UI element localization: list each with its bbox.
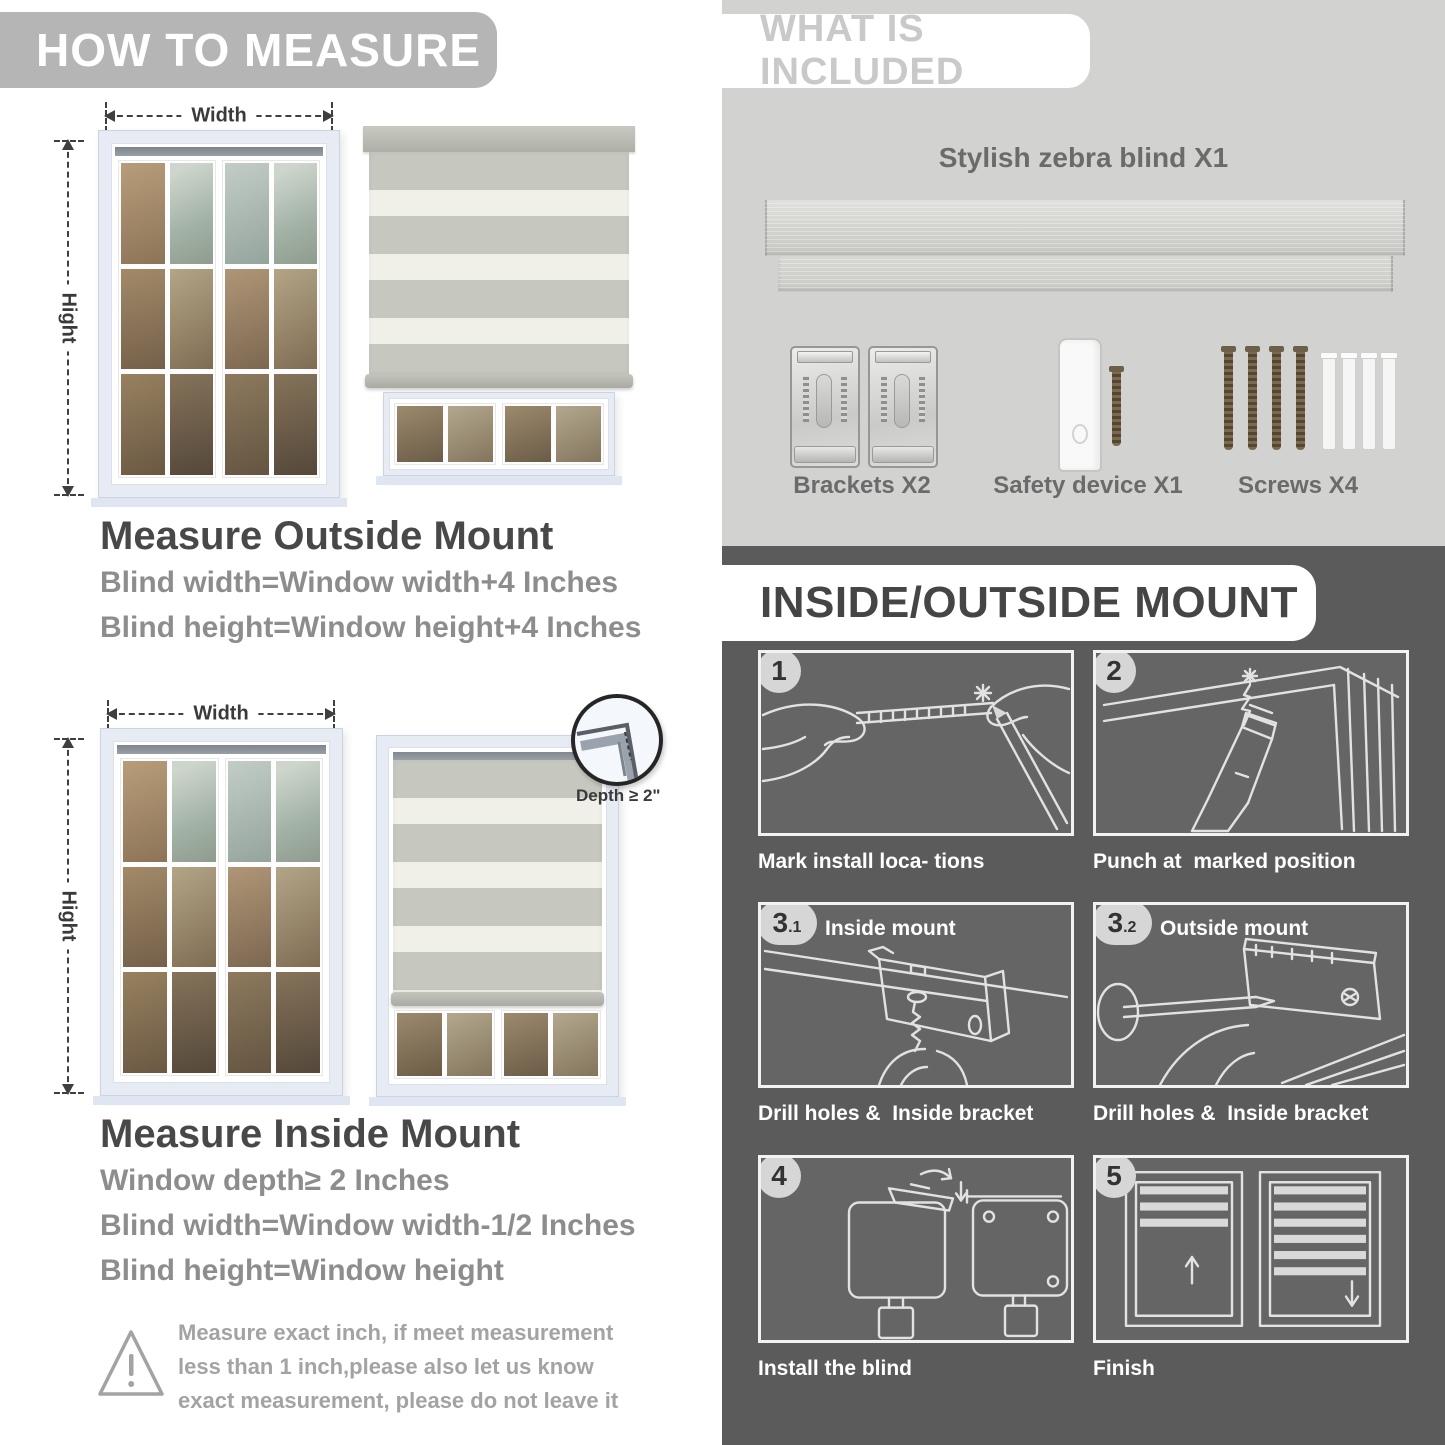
window-sash [502, 403, 604, 465]
window-glass [120, 758, 323, 1076]
product-label: Stylish zebra blind X1 [938, 142, 1229, 173]
blind-headrail [363, 126, 635, 152]
height-dimension-arrow [58, 738, 78, 1094]
blind-bottom-rail [391, 992, 604, 1006]
bracket-icon [790, 346, 860, 468]
window-sash [120, 758, 219, 1076]
screws-label: Screws X4 [1237, 472, 1359, 499]
window-under-blind [383, 392, 615, 476]
wall-anchor-icon [1382, 356, 1396, 450]
height-dimension-arrow [58, 140, 78, 496]
step-number-badge: 4 [758, 1155, 801, 1198]
screw-icon [1272, 352, 1281, 450]
step-3-1-illustration [758, 902, 1074, 1088]
warning-triangle-icon [96, 1324, 166, 1402]
inside-width-formula: Blind width=Window width-1/2 Inches [100, 1209, 636, 1242]
step-number-badge: 3 .2 [1093, 902, 1152, 945]
screw-icon [1248, 352, 1257, 450]
window-top-rail [115, 147, 323, 156]
step-number-badge: 3 .1 [758, 902, 817, 945]
mount-header-title: INSIDE/OUTSIDE MOUNT [760, 578, 1299, 627]
how-to-measure-title: HOW TO MEASURE [36, 24, 482, 76]
how-to-measure-header [0, 12, 497, 88]
step-number-badge: 5 [1093, 1155, 1136, 1198]
height-dimension-label: Hight [57, 882, 80, 949]
outside-mount-heading: Measure Outside Mount [100, 514, 554, 558]
step-4-illustration [758, 1155, 1074, 1343]
window-frame [113, 741, 330, 1083]
step-3-1-caption: Drill holes & Inside bracket [758, 1102, 1034, 1125]
wall-anchor-icon [1342, 356, 1356, 450]
window-top-rail [117, 745, 326, 754]
window-frame [389, 398, 609, 470]
step-5-illustration [1093, 1155, 1409, 1343]
step-3-2-caption: Drill holes & Inside bracket [1093, 1102, 1369, 1125]
step-1-illustration [758, 650, 1074, 836]
screw-icon [1296, 352, 1305, 450]
window-glass [394, 1010, 601, 1079]
what-is-included-header [722, 8, 1090, 93]
blind-striped-body [393, 760, 602, 992]
window-glass [394, 403, 604, 465]
window-sash [118, 160, 216, 478]
inside-depth-formula: Window depth≥ 2 Inches [100, 1164, 450, 1197]
window-sash [394, 403, 496, 465]
step-3-2-label: Outside mount [1160, 917, 1309, 940]
window-glass [118, 160, 320, 478]
window-frame [388, 747, 607, 1085]
screw-icon [1112, 372, 1121, 446]
safety-device-icon [1058, 338, 1102, 472]
blind-striped-body [369, 152, 629, 374]
window-photo-outside [98, 130, 340, 498]
outside-width-formula: Blind width=Window width+4 Inches [100, 566, 619, 599]
wall-anchor-icon [1362, 356, 1376, 450]
safety-device-label: Safety device X1 [993, 472, 1183, 499]
step-4-caption: Install the blind [758, 1357, 913, 1380]
step-2-illustration [1093, 650, 1409, 836]
blind-bottom-rail [365, 374, 633, 388]
blind-headrail-product-image [765, 200, 1405, 256]
blind-roll-product-image [778, 256, 1393, 292]
width-dimension-arrow [107, 704, 335, 724]
step-1-caption: Mark install loca- tions [758, 850, 985, 873]
height-dimension-label: Hight [57, 284, 80, 351]
screw-icon [1224, 352, 1233, 450]
step-number-badge: 2 [1093, 650, 1136, 693]
brackets-label: Brackets X2 [793, 472, 931, 499]
inside-mount-heading: Measure Inside Mount [100, 1112, 521, 1156]
width-dimension-label: Width [183, 703, 258, 726]
wall-anchor-icon [1322, 356, 1336, 450]
window-sash [501, 1010, 602, 1079]
window-photo-inside [100, 728, 343, 1096]
window-sash [394, 1010, 495, 1079]
mount-header [722, 565, 1316, 641]
width-dimension-label: Width [181, 105, 256, 128]
window-frame [111, 143, 327, 485]
step-3-2-illustration [1093, 902, 1409, 1088]
measurement-warning-text: Measure exact inch, if meet measurement less than 1 inch,please also let us know exact measurement, please do not leave it [178, 1320, 619, 1414]
window-sash [222, 160, 320, 478]
step-2-caption: Punch at marked position [1093, 850, 1356, 873]
outside-height-formula: Blind height=Window height+4 Inches [100, 611, 642, 644]
width-dimension-arrow [105, 106, 333, 126]
inside-height-formula: Blind height=Window height [100, 1254, 504, 1287]
step-number-badge: 1 [758, 650, 801, 693]
zebra-blind-outside-mount-figure [363, 126, 635, 476]
blind-headrail [393, 752, 602, 760]
step-3-1-label: Inside mount [825, 917, 956, 940]
step-5-caption: Finish [1093, 1357, 1155, 1380]
window-sash [225, 758, 324, 1076]
depth-requirement-label: Depth ≥ 2" [576, 786, 661, 805]
depth-detail-magnifier-icon [571, 694, 663, 786]
bracket-icon [868, 346, 938, 468]
what-is-included-title: WHAT IS INCLUDED [760, 8, 965, 93]
